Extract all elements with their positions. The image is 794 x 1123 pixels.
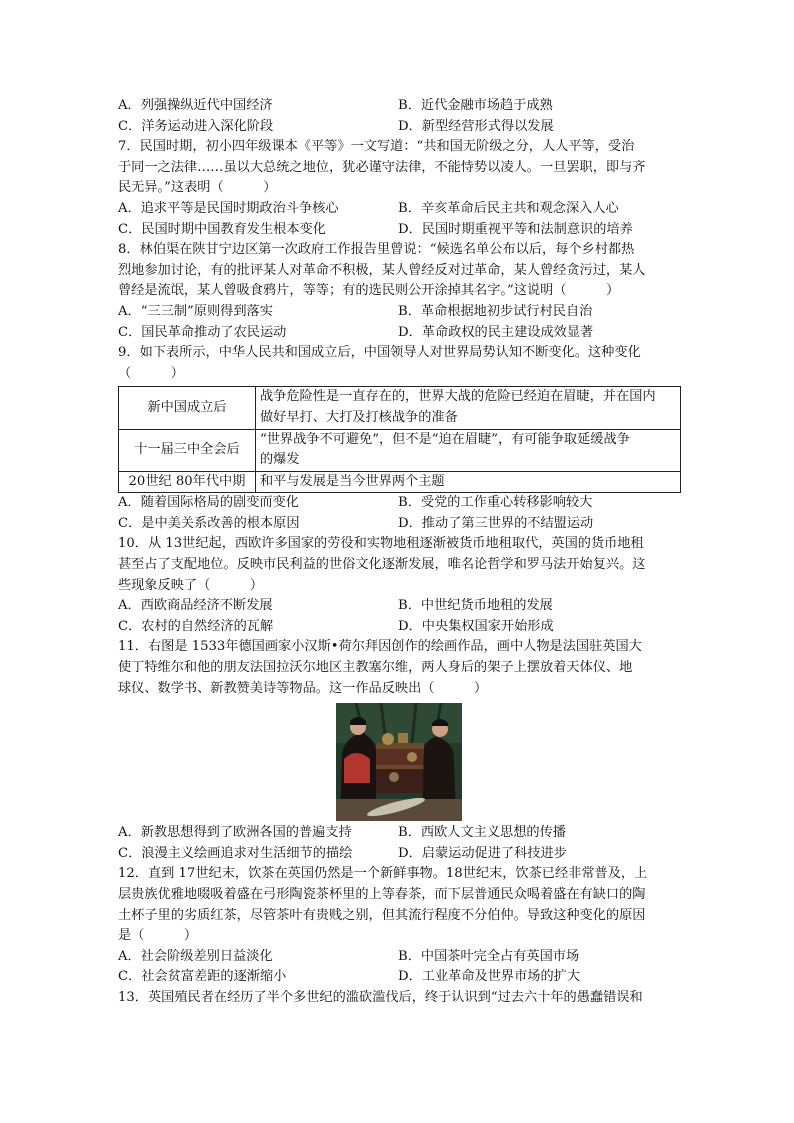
q10-option-c[interactable]: C．农村的自然经济的瓦解 [118,618,274,634]
q7-option-c[interactable]: C．民国时期中国教育发生根本变化 [118,221,326,237]
q12-stem-line: 土杯子里的劣质红茶，尽管茶叶有贵贱之别，但其流行程度不分伯仲。导致这种变化的原因 [118,907,646,923]
q11-options-row-2 [118,844,680,865]
q9-option-a[interactable]: A．随着国际格局的剧变而变化 [118,495,299,511]
q6-option-b[interactable]: B．近代金融市场趋于成熟 [398,98,553,113]
question-7 [118,137,680,240]
q9-stem-line: （ ） [118,365,184,381]
q7-option-d[interactable]: D．民国时期重视平等和法制意识的培养 [398,221,633,237]
view-line: 做好早打、大打及打核战争的准备 [260,409,458,425]
table-row [119,387,681,429]
table-cell-period: 新中国成立后 [119,387,256,429]
question-12 [118,864,680,988]
q10-options-row-2 [118,617,680,638]
q8-option-c[interactable]: C．国民革命推动了农民运动 [118,324,287,340]
q8-option-a[interactable]: A．“三三制”原则得到落实 [118,303,273,319]
q12-stem-line: 是（ ） [118,928,198,944]
q9-option-d[interactable]: D．推动了第三世界的不结盟运动 [398,515,594,531]
q12-option-d[interactable]: D．工业革命及世界市场的扩大 [398,969,581,985]
q12-option-c[interactable]: C．社会贫富差距的逐渐缩小 [118,969,287,985]
q10-stem-line: 甚至占了支配地位。反映市民利益的世俗文化逐渐发展，唯名论哲学和罗马法开始复兴。这 [118,557,646,573]
q7-stem-line: 民无异。”这表明（ ） [118,180,277,196]
table-cell-period: 十一届三中全会后 [119,429,256,471]
q12-options-row-1 [118,947,680,968]
q7-stem-line: 7．民国时期，初小四年级课本《平等》一文写道：“共和国无阶级之分，人人平等，受治 [118,139,635,155]
q7-options-row-1 [118,199,680,220]
table-row [119,429,681,471]
q6-option-d[interactable]: D．新型经营形式得以发展 [398,118,554,134]
question-11 [118,637,680,864]
table-row [119,471,681,493]
q11-option-b[interactable]: B．西欧人文主义思想的传播 [398,825,566,841]
table-cell-view [256,387,681,429]
q11-options-row-1 [118,823,680,844]
q11-option-c[interactable]: C．浪漫主义绘画追求对生活细节的描绘 [118,845,353,861]
painting-illustration [336,703,462,821]
q12-stem-line: 12．直到 17世纪末，饮茶在英国仍然是一个新鲜事物。18世纪末，饮茶已经非常普及，上 [118,866,648,882]
q10-stem-line: 10．从 13世纪起，西欧许多国家的劳役和实物地租逐渐被货币地租取代，英国的货币地租 [118,536,644,552]
q10-stem-line: 些现象反映了（ ） [118,577,264,593]
view-line: 的爆发 [260,452,300,468]
q11-stem-line: 球仪、数学书、新教赞美诗等物品。这一作品反映出（ ） [118,680,488,696]
q8-option-d[interactable]: D．革命政权的民主建设成效显著 [398,324,594,340]
q8-stem-line: 8．林伯渠在陕甘宁边区第一次政府工作报告里曾说：“候选名单公布以后，每个乡村都热 [118,242,635,258]
ambassadors-painting [336,703,462,821]
q6-option-a[interactable]: A．列强操纵近代中国经济 [118,98,273,113]
q11-figure [118,703,680,821]
q8-options-row-1 [118,302,680,323]
q7-stem-line: 于同一之法律……虽以大总统之地位，犹必谨守法律，不能恃势以凌人。一旦罢职，即与齐 [118,159,646,175]
q10-option-a[interactable]: A．西欧商品经济不断发展 [118,598,273,614]
q12-option-a[interactable]: A．社会阶级差别日益淡化 [118,948,273,964]
q9-option-b[interactable]: B．受党的工作重心转移影响较大 [398,495,593,511]
question-10 [118,534,680,637]
q11-option-d[interactable]: D．启蒙运动促进了科技进步 [398,845,567,861]
q6-options-row-1 [118,96,680,117]
view-line: “世界战争不可避免”，但不是“迫在眉睫”，有可能争取延缓战争 [260,431,630,447]
q6-options-row-2 [118,117,680,138]
q8-stem-line: 曾经是流氓，某人曾吸食鸦片，等等；有的选民则公开涂掉其名字。”这说明（ ） [118,283,620,299]
q7-option-b[interactable]: B．辛亥革命后民主共和观念深入人心 [398,200,619,216]
q13-stem-line: 13．英国殖民者在经历了半个多世纪的滥砍滥伐后，终于认识到“过去六十年的愚蠢错误和 [118,989,643,1005]
q11-stem-line: 使丁特维尔和他的朋友法国拉沃尔地区主教塞尔维，两人身后的架子上摆放着天体仪、地 [118,660,633,676]
q10-option-d[interactable]: D．中央集权国家开始形成 [398,618,554,634]
q9-options-row-1 [118,493,680,514]
table-cell-view [256,429,681,471]
q11-option-a[interactable]: A．新教思想得到了欧洲各国的普遍支持 [118,825,352,841]
q9-table [118,386,681,493]
q9-stem-line: 9．如下表所示，中华人民共和国成立后，中国领导人对世界局势认知不断变化。这种变化 [118,345,641,361]
q7-options-row-2 [118,220,680,241]
q9-options-row-2 [118,514,680,535]
q6-option-c[interactable]: C．洋务运动进入深化阶段 [118,118,274,134]
question-8 [118,240,680,343]
q9-option-c[interactable]: C．是中美关系改善的根本原因 [118,515,300,531]
q8-stem-line: 烈地参加讨论，有的批评某人对革命不积极，某人曾经反对过革命，某人曾经贪污过，某人 [118,262,646,278]
table-cell-view [256,471,681,493]
exam-page [118,96,680,1009]
q8-options-row-2 [118,323,680,344]
question-9 [118,343,680,534]
q10-option-b[interactable]: B．中世纪货币地租的发展 [398,598,553,614]
view-line: 和平与发展是当今世界两个主题 [260,473,445,489]
q11-stem-line: 11．右图是 1533年德国画家小汉斯•荷尔拜因创作的绘画作品，画中人物是法国驻英国大 [118,639,642,655]
q7-option-a[interactable]: A．追求平等是民国时期政治斗争核心 [118,200,339,216]
q12-options-row-2 [118,967,680,988]
q10-options-row-1 [118,596,680,617]
q12-stem-line: 层贵族优雅地啜吸着盛在弓形陶瓷茶杯里的上等春茶，而下层普通民众喝着盛在有缺口的陶 [118,887,646,902]
table-cell-period: 20世纪 80年代中期 [119,471,256,493]
question-13 [118,988,680,1009]
q12-option-b[interactable]: B．中国茶叶完全占有英国市场 [398,948,580,964]
q8-option-b[interactable]: B．革命根据地初步试行村民自治 [398,303,593,319]
view-line: 战争危险性是一直存在的，世界大战的危险已经迫在眉睫，并在国内 [260,389,656,405]
